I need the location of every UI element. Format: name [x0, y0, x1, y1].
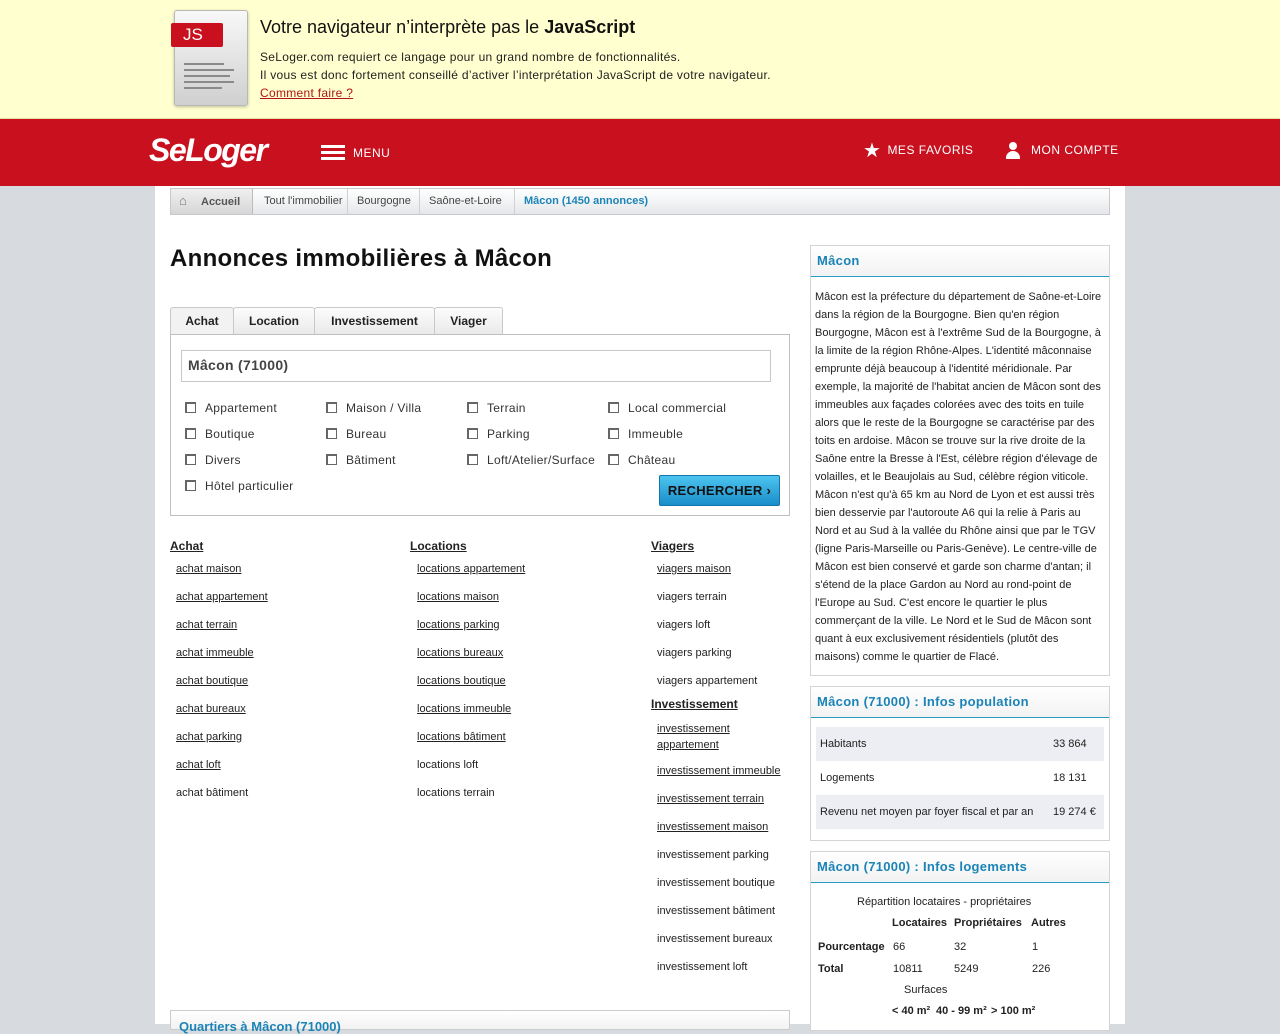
achat-link[interactable]: achat parking	[176, 731, 243, 743]
locations-link[interactable]: locations bâtiment	[417, 731, 506, 743]
breadcrumb-current: Mâcon (1450 annonces)	[524, 195, 649, 207]
investissement-link[interactable]: investissement appartement	[657, 723, 730, 751]
achat-link[interactable]: achat immeuble	[176, 647, 254, 659]
locations-link[interactable]: locations bureaux	[417, 647, 504, 659]
locations-heading[interactable]: Locations	[410, 539, 467, 553]
breadcrumb	[170, 188, 1110, 215]
surface-header: < 40 m²	[892, 1005, 931, 1017]
js-warning-line2: Il vous est donc fortement conseillé d’activer l’interprétation JavaScript de votre navigateur.	[260, 68, 771, 82]
locations-text: locations terrain	[417, 787, 495, 799]
tab-viager[interactable]: Viager	[434, 307, 503, 335]
housing-header: Autres	[1031, 917, 1066, 929]
housing-cell: 5249	[954, 963, 979, 975]
investissement-text: investissement loft	[657, 961, 748, 973]
location-input[interactable]: Mâcon (71000)	[181, 350, 771, 382]
type-checkbox[interactable]: Château	[608, 453, 675, 467]
achat-text: achat bâtiment	[176, 787, 249, 799]
achat-link[interactable]: achat terrain	[176, 619, 238, 631]
breadcrumb-item[interactable]: Tout l'immobilier	[264, 195, 343, 207]
investissement-link[interactable]: investissement terrain	[657, 793, 764, 805]
viagers-text: viagers loft	[657, 619, 711, 631]
locations-link[interactable]: locations parking	[417, 619, 500, 631]
type-checkbox[interactable]: Immeuble	[608, 427, 683, 441]
housing-header: Locataires	[892, 917, 948, 929]
tab-achat[interactable]: Achat	[170, 307, 234, 336]
quartiers-box	[170, 1010, 790, 1034]
js-warning-title: Votre navigateur n’interprète pas le JavaScript	[260, 17, 636, 37]
js-warning-banner	[0, 0, 1280, 119]
type-checkbox[interactable]: Divers	[185, 453, 241, 467]
tab-investissement[interactable]: Investissement	[314, 307, 435, 335]
housing-cell: 226	[1032, 963, 1051, 975]
housing-panel-title: Mâcon (71000) : Infos logements	[811, 852, 1109, 883]
js-warning-line1: SeLoger.com requiert ce langage pour un grand nombre de fonctionnalités.	[260, 50, 681, 64]
surface-header: > 100 m²	[991, 1005, 1036, 1017]
city-description: Mâcon est la préfecture du département de Saône-et-Loire dans la région de la Bourgogne. Bien qu'en région Bourgogne, Mâcon est à l'extrême Sud de la Bourgogne, à la limite de la région Rhône-Alpes. L'identité mâconnaise emprunte déjà beaucoup à l'identité méridionale. Par exemple, la majorité de l'habitat ancien de Mâcon sont des immeubles aux façades colorées avec des toits en tuile alors que le reste de la Bourgogne se caractérise par des toits en ardoise. Mâcon se trouve sur la rive droite de la Saône entre la Bresse à l'Est, célèbre région d'élevage de volailles, et le Beaujolais au Sud, célèbre région viticole. Mâcon n'est qu'à 65 km au Nord de Lyon et est aussi très bien desservie par l'autoroute A6 qui la relie à Paris au Nord et au Sud à la vallée du Rhône ainsi que par le TGV (ligne Paris-Marseille ou Paris-Genève). Le centre-ville de Mâcon est bien conservé et garde son charme d'antan; il s'étend de la place Gardon au Nord au rond-point de l'Europe au Sud. C'est encore le quartier le plus commerçant de la ville. Le Nord et le Sud de Mâcon sont quant à eux exclusivement résidentiels (plutôt des maisons) comme le quartier de Flacé.	[815, 291, 1102, 663]
search-button[interactable]: RECHERCHER ›	[659, 475, 780, 506]
investissement-link[interactable]: investissement maison	[657, 821, 769, 833]
tab-location[interactable]: Location	[233, 307, 315, 335]
investissement-text: investissement parking	[657, 849, 769, 861]
viagers-text: viagers parking	[657, 647, 732, 659]
menu-button[interactable]: MENU	[353, 146, 391, 160]
housing-cell: 32	[954, 941, 967, 953]
hamburger-icon[interactable]	[321, 145, 345, 161]
favorites-button[interactable]: ★ MES FAVORIS	[863, 139, 974, 162]
viagers-heading[interactable]: Viagers	[651, 539, 695, 553]
table-row: Logements 18 131	[820, 772, 1087, 784]
type-checkbox[interactable]: Local commercial	[608, 401, 726, 415]
locations-link[interactable]: locations immeuble	[417, 703, 512, 715]
type-checkbox[interactable]: Maison / Villa	[326, 401, 421, 415]
housing-header: Propriétaires	[954, 917, 1022, 929]
investissement-text: investissement bureaux	[657, 933, 773, 945]
quartiers-title: Quartiers à Mâcon (71000)	[179, 1019, 341, 1034]
surface-header: 40 - 99 m²	[936, 1005, 987, 1017]
account-button[interactable]: MON COMPTE	[1005, 139, 1119, 161]
achat-link[interactable]: achat loft	[176, 759, 221, 771]
table-row: Habitants 33 864	[816, 727, 1104, 761]
housing-cell: 66	[893, 941, 906, 953]
type-checkbox[interactable]: Bureau	[326, 427, 387, 441]
type-checkbox[interactable]: Terrain	[467, 401, 526, 415]
housing-split-title: Répartition locataires - propriétaires	[857, 896, 1032, 908]
housing-row-label: Total	[818, 963, 844, 975]
viagers-text: viagers appartement	[657, 675, 758, 687]
investissement-text: investissement bâtiment	[657, 905, 775, 917]
home-icon: ⌂	[179, 193, 187, 208]
user-icon	[1005, 142, 1021, 160]
housing-cell: 1	[1032, 941, 1039, 953]
search-panel	[170, 334, 790, 516]
breadcrumb-item[interactable]: Saône-et-Loire	[429, 195, 502, 207]
site-header	[0, 119, 1280, 186]
js-badge: JS	[171, 23, 223, 47]
star-icon: ★	[863, 139, 882, 162]
type-checkbox[interactable]: Boutique	[185, 427, 255, 441]
achat-link[interactable]: achat maison	[176, 563, 242, 575]
type-checkbox[interactable]: Bâtiment	[326, 453, 396, 467]
js-howto-link[interactable]: Comment faire ?	[260, 86, 354, 100]
type-checkbox[interactable]: Parking	[467, 427, 530, 441]
type-checkbox[interactable]: Loft/Atelier/Surface	[467, 453, 595, 467]
investissement-link[interactable]: investissement immeuble	[657, 765, 781, 777]
population-panel-title: Mâcon (71000) : Infos population	[811, 687, 1109, 718]
locations-text: locations loft	[417, 759, 479, 771]
js-document-icon	[174, 10, 248, 106]
locations-link[interactable]: locations maison	[417, 591, 499, 603]
type-checkbox[interactable]: Appartement	[185, 401, 277, 415]
investissement-heading[interactable]: Investissement	[651, 697, 738, 711]
locations-link[interactable]: locations boutique	[417, 675, 506, 687]
seloger-logo[interactable]: SeLoger	[149, 132, 267, 168]
breadcrumb-item[interactable]: Bourgogne	[357, 195, 411, 207]
achat-link[interactable]: achat boutique	[176, 675, 249, 687]
page-title: Annonces immobilières à Mâcon	[170, 245, 553, 272]
achat-link[interactable]: achat bureaux	[176, 703, 246, 715]
housing-row-label: Pourcentage	[818, 941, 885, 953]
housing-cell: 10811	[893, 963, 923, 975]
type-checkbox[interactable]: Hôtel particulier	[185, 479, 293, 493]
viagers-text: viagers terrain	[657, 591, 727, 603]
viagers-link[interactable]: viagers maison	[657, 563, 731, 575]
achat-link[interactable]: achat appartement	[176, 591, 268, 603]
breadcrumb-home[interactable]: ⌂ Accueil	[171, 189, 253, 214]
investissement-text: investissement boutique	[657, 877, 776, 889]
surfaces-title: Surfaces	[904, 984, 948, 996]
locations-link[interactable]: locations appartement	[417, 563, 526, 575]
achat-heading[interactable]: Achat	[170, 539, 204, 553]
table-row: Revenu net moyen par foyer fiscal et par an 19 274 €	[816, 795, 1104, 829]
city-panel-title: Mâcon	[811, 246, 1109, 277]
